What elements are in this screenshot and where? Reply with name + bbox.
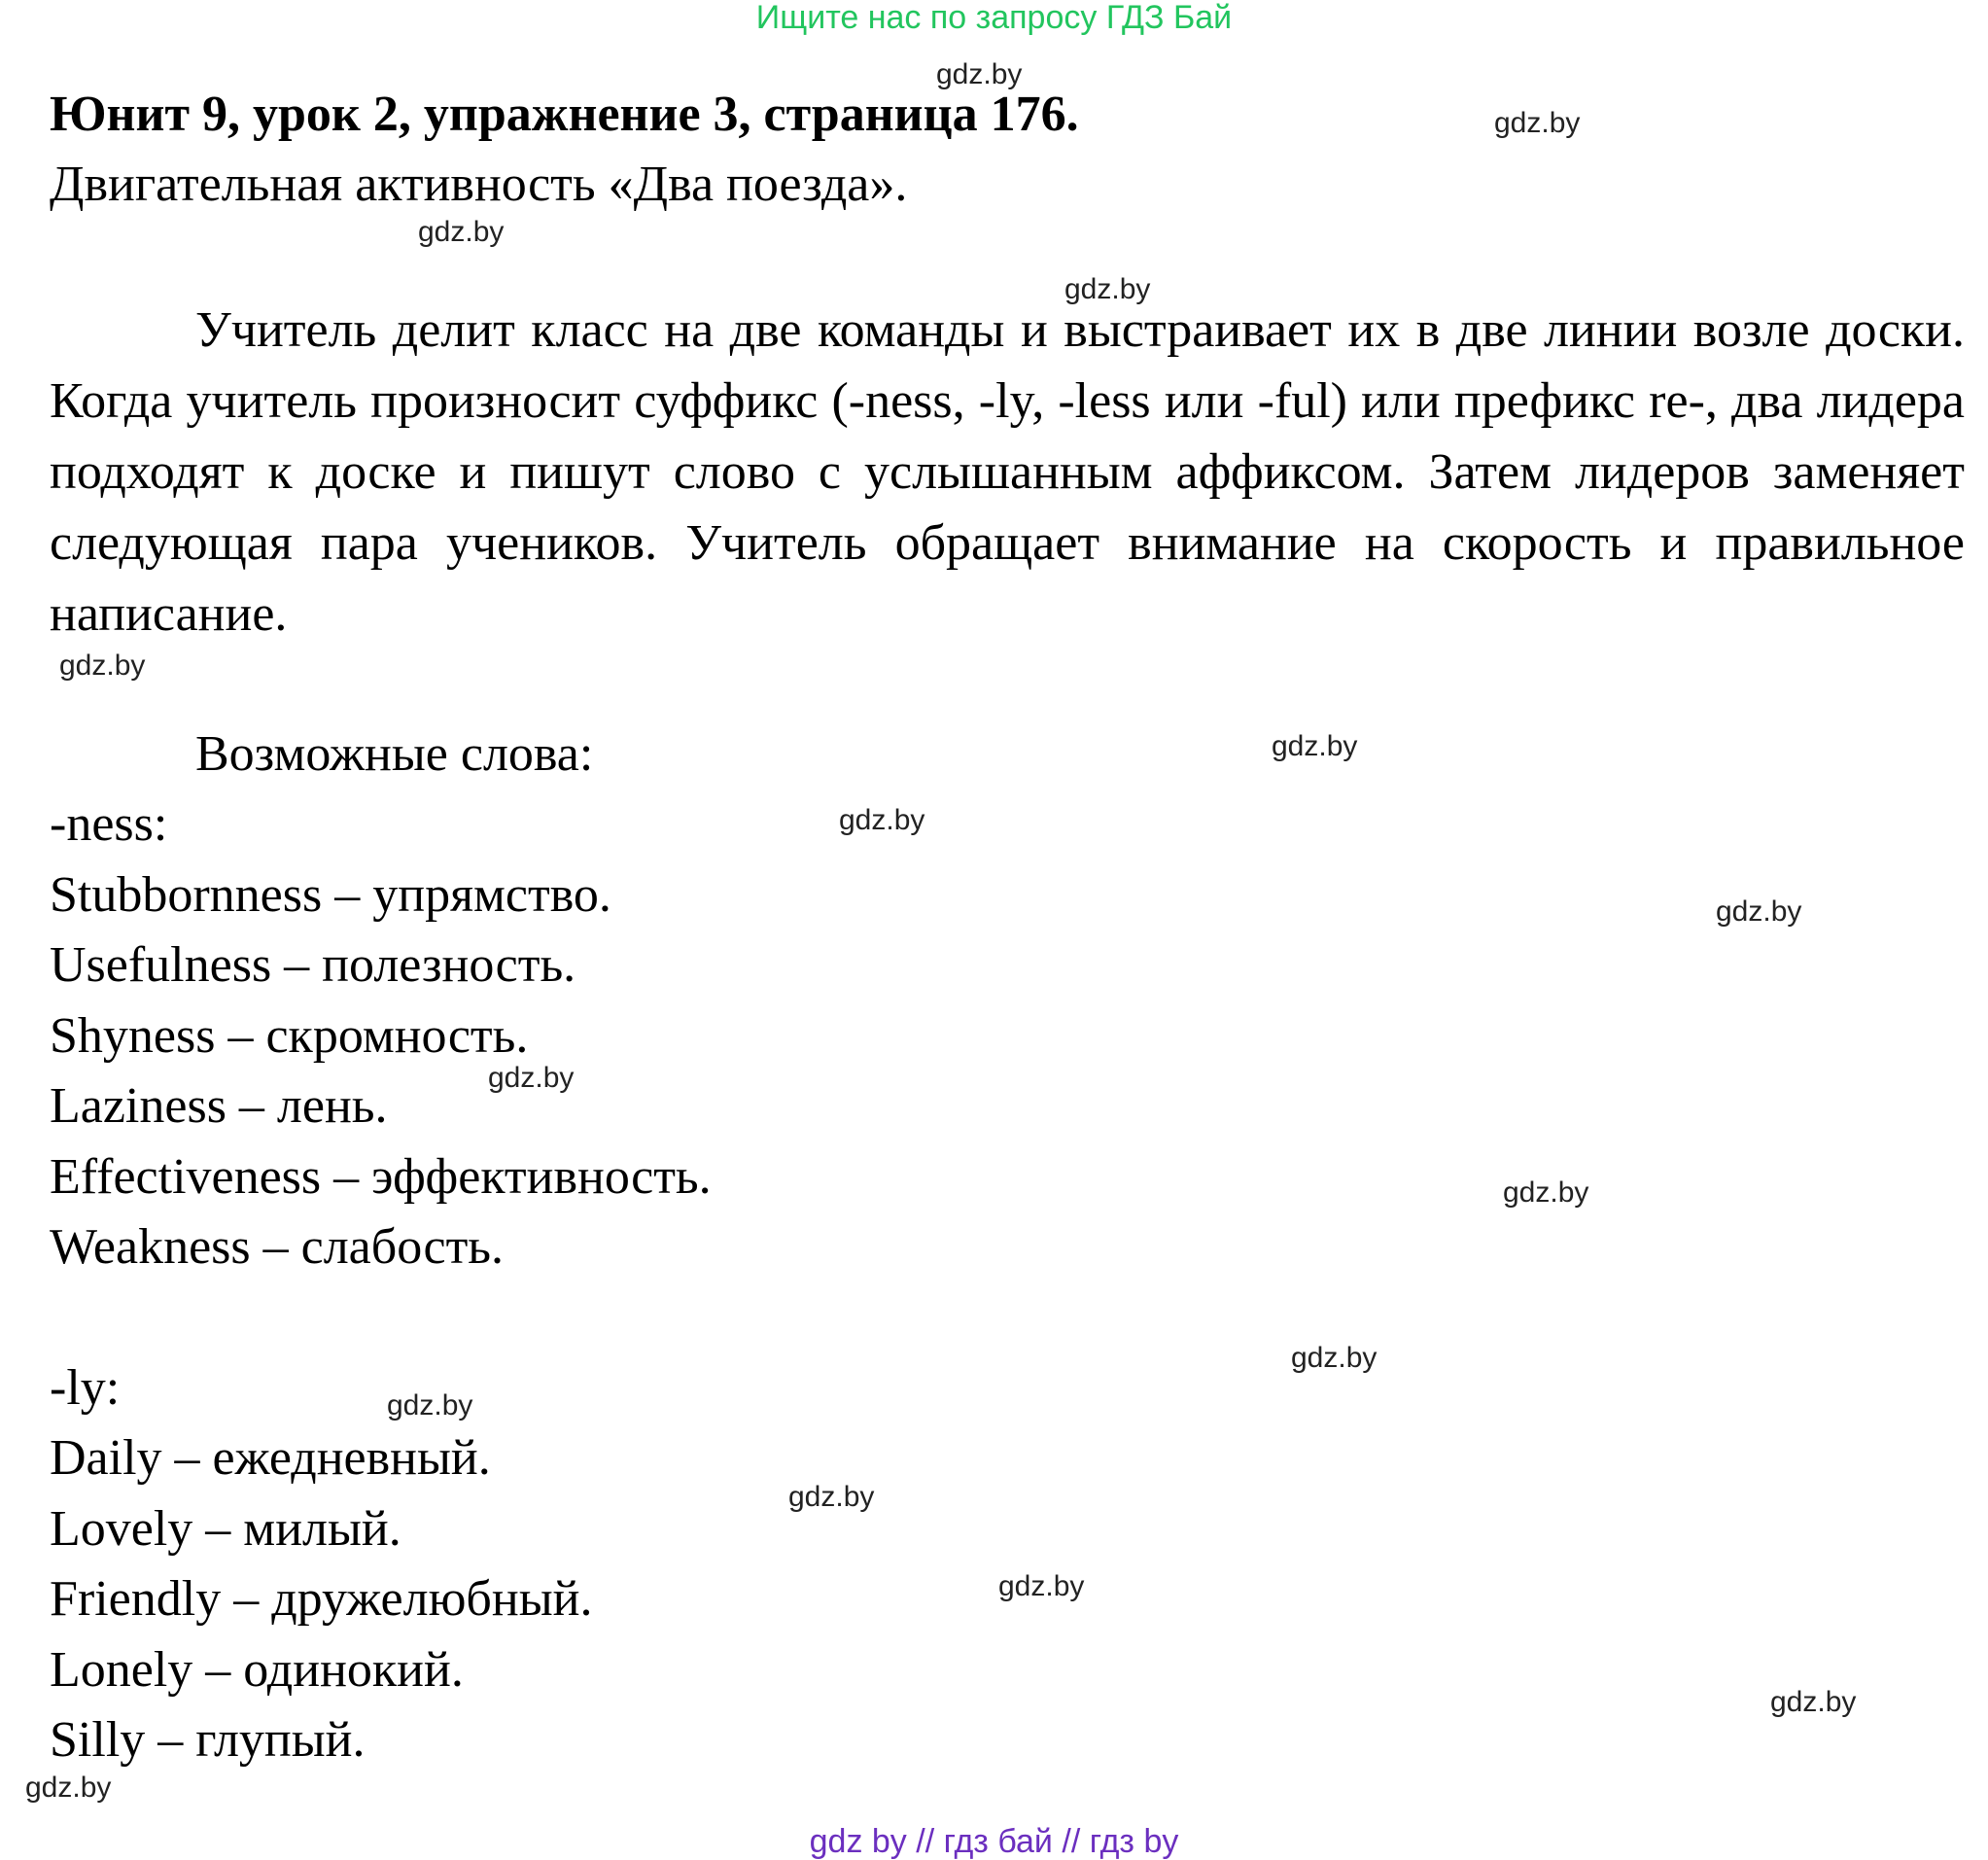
ly-word-2: Lovely – милый. — [50, 1501, 401, 1557]
ness-word-6: Weakness – слабость. — [50, 1219, 505, 1275]
ness-word-5: Effectiveness – эффективность. — [50, 1149, 712, 1205]
watermark: gdz.by — [839, 804, 925, 836]
ly-word-5: Silly – глупый. — [50, 1712, 366, 1768]
activity-subtitle: Двигательная активность «Два поезда». — [50, 157, 908, 212]
watermark: gdz.by — [59, 649, 146, 682]
ly-word-3: Friendly – дружелюбный. — [50, 1571, 593, 1627]
watermark: gdz.by — [1291, 1342, 1378, 1374]
possible-words-label: Возможные слова: — [195, 726, 594, 782]
ly-word-1: Daily – ежедневный. — [50, 1430, 491, 1486]
ly-word-4: Lonely – одинокий. — [50, 1642, 464, 1698]
watermark: gdz.by — [25, 1772, 112, 1804]
ness-word-2: Usefulness – полезность. — [50, 937, 576, 993]
watermark: gdz.by — [418, 216, 505, 248]
watermark: gdz.by — [998, 1570, 1085, 1602]
watermark: gdz.by — [936, 58, 1023, 90]
watermark: gdz.by — [1494, 107, 1581, 139]
ness-word-4: Laziness – лень. — [50, 1078, 388, 1134]
instructions-paragraph: Учитель делит класс на две команды и выстраивает их в две линии возле доски. Когда учитель произносит суффикс (-ness, -ly, -less или -ful) или префикс re-, два лидера подходят к доске и пишут слово с услышанным аффиксом. Затем лидеров заменяет следующая пара учеников. Учитель обращает внимание на скорость и правильное написание. — [50, 302, 1965, 642]
watermark: gdz.by — [788, 1481, 875, 1513]
ness-word-1: Stubbornness – упрямство. — [50, 867, 611, 923]
watermark: gdz.by — [1716, 895, 1802, 928]
watermark: gdz.by — [1770, 1686, 1857, 1718]
watermark: gdz.by — [488, 1062, 575, 1094]
ly-heading: -ly: — [50, 1360, 121, 1416]
ness-word-3: Shyness – скромность. — [50, 1008, 529, 1064]
page-title: Юнит 9, урок 2, упражнение 3, страница 176. — [50, 87, 1079, 142]
watermark: gdz.by — [387, 1389, 473, 1421]
footer-links: gdz by // гдз бай // гдз by — [809, 1823, 1179, 1860]
watermark: gdz.by — [1272, 730, 1358, 762]
ness-heading: -ness: — [50, 796, 168, 852]
top-banner: Ищите нас по запросу ГДЗ Бай — [755, 0, 1233, 36]
watermark: gdz.by — [1503, 1176, 1589, 1209]
watermark: gdz.by — [1064, 273, 1151, 305]
